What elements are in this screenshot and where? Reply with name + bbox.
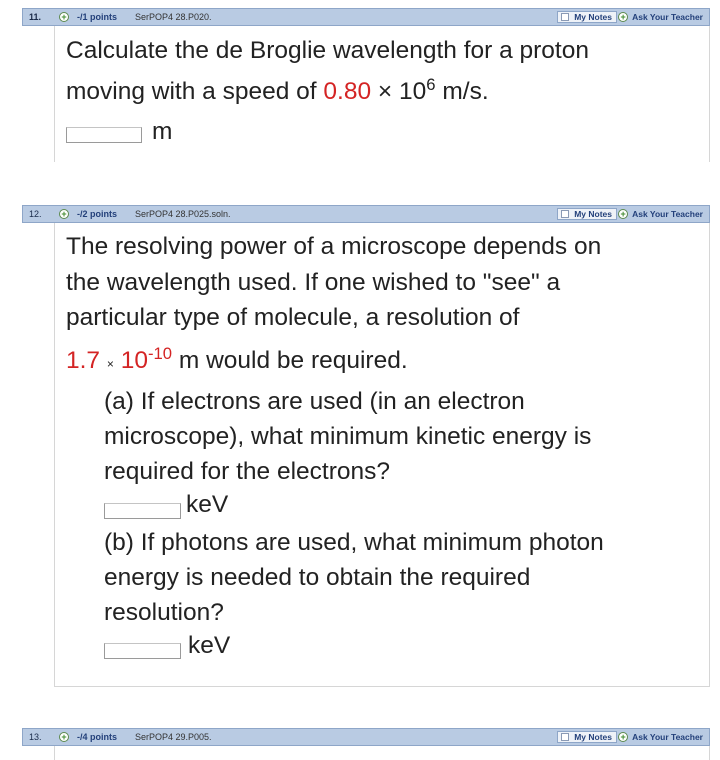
answer-unit-b: keV (188, 632, 231, 659)
question-source: SerPOP4 29.P005. (135, 732, 212, 742)
question-text-line: the wavelength used. If one wished to "see" a (66, 269, 561, 296)
part-b-text: energy is needed to obtain the required (104, 564, 531, 591)
expand-points-icon[interactable]: + (59, 12, 69, 22)
question-number: 11. (29, 12, 42, 22)
my-notes-button[interactable] (557, 11, 617, 23)
my-notes-label: My Notes (574, 12, 612, 22)
note-icon (561, 210, 569, 218)
part-b-text: resolution? (104, 599, 224, 626)
text-fragment: moving with a speed of (66, 78, 324, 105)
ask-teacher-label: Ask Your Teacher (632, 732, 703, 742)
times-sign: × 10 (371, 78, 427, 105)
note-icon (561, 733, 569, 741)
points-label: -/1 points (77, 12, 117, 22)
text-fragment: m would be required. (172, 347, 408, 374)
answer-input-a[interactable] (104, 503, 181, 519)
my-notes-button[interactable] (557, 208, 617, 220)
question-text-line: particular type of molecule, a resolution of (66, 304, 520, 331)
question-13-body (54, 746, 710, 760)
expand-points-icon[interactable]: + (59, 209, 69, 219)
question-13-header (22, 728, 710, 746)
ask-teacher-label: Ask Your Teacher (632, 209, 703, 219)
resolution-mantissa: 1.7 (66, 347, 101, 374)
answer-unit-a: keV (186, 491, 229, 518)
question-12-header (22, 205, 710, 223)
times-sign: × (106, 357, 114, 371)
answer-input[interactable] (66, 127, 142, 143)
part-b-text: (b) If photons are used, what minimum photon (104, 529, 604, 556)
question-source: SerPOP4 28.P025.soln. (135, 209, 231, 219)
question-text-line (66, 73, 489, 110)
resolution-value (66, 343, 173, 374)
my-notes-label: My Notes (574, 732, 612, 742)
part-a-text: microscope), what minimum kinetic energy is (104, 423, 592, 450)
plus-icon: + (618, 12, 628, 22)
part-a-text: (a) If electrons are used (in an electron (104, 388, 525, 415)
question-source: SerPOP4 28.P020. (135, 12, 212, 22)
ask-teacher-button[interactable] (617, 208, 705, 220)
plus-icon: + (618, 732, 628, 742)
my-notes-button[interactable] (557, 731, 617, 743)
points-label: -/2 points (77, 209, 117, 219)
ask-teacher-label: Ask Your Teacher (632, 12, 703, 22)
question-text-line (66, 342, 408, 383)
question-text-line: The resolving power of a microscope depends on (66, 233, 602, 260)
ask-teacher-button[interactable] (617, 11, 705, 23)
plus-icon: + (618, 209, 628, 219)
answer-input-b[interactable] (104, 643, 181, 659)
speed-value: 0.80 (323, 78, 372, 105)
ask-teacher-button[interactable] (617, 731, 705, 743)
part-a-text: required for the electrons? (104, 458, 390, 485)
resolution-base: 10 (120, 347, 148, 374)
points-label: -/4 points (77, 732, 117, 742)
question-number: 13. (29, 732, 42, 742)
exponent: -10 (147, 343, 173, 363)
my-notes-label: My Notes (574, 209, 612, 219)
exponent: 6 (426, 74, 436, 94)
question-text-line: Calculate the de Broglie wavelength for a proton (66, 37, 589, 64)
expand-points-icon[interactable]: + (59, 732, 69, 742)
question-number: 12. (29, 209, 42, 219)
answer-unit: m (152, 118, 173, 145)
text-fragment: m/s. (435, 78, 489, 105)
note-icon (561, 13, 569, 21)
question-11-header (22, 8, 710, 26)
